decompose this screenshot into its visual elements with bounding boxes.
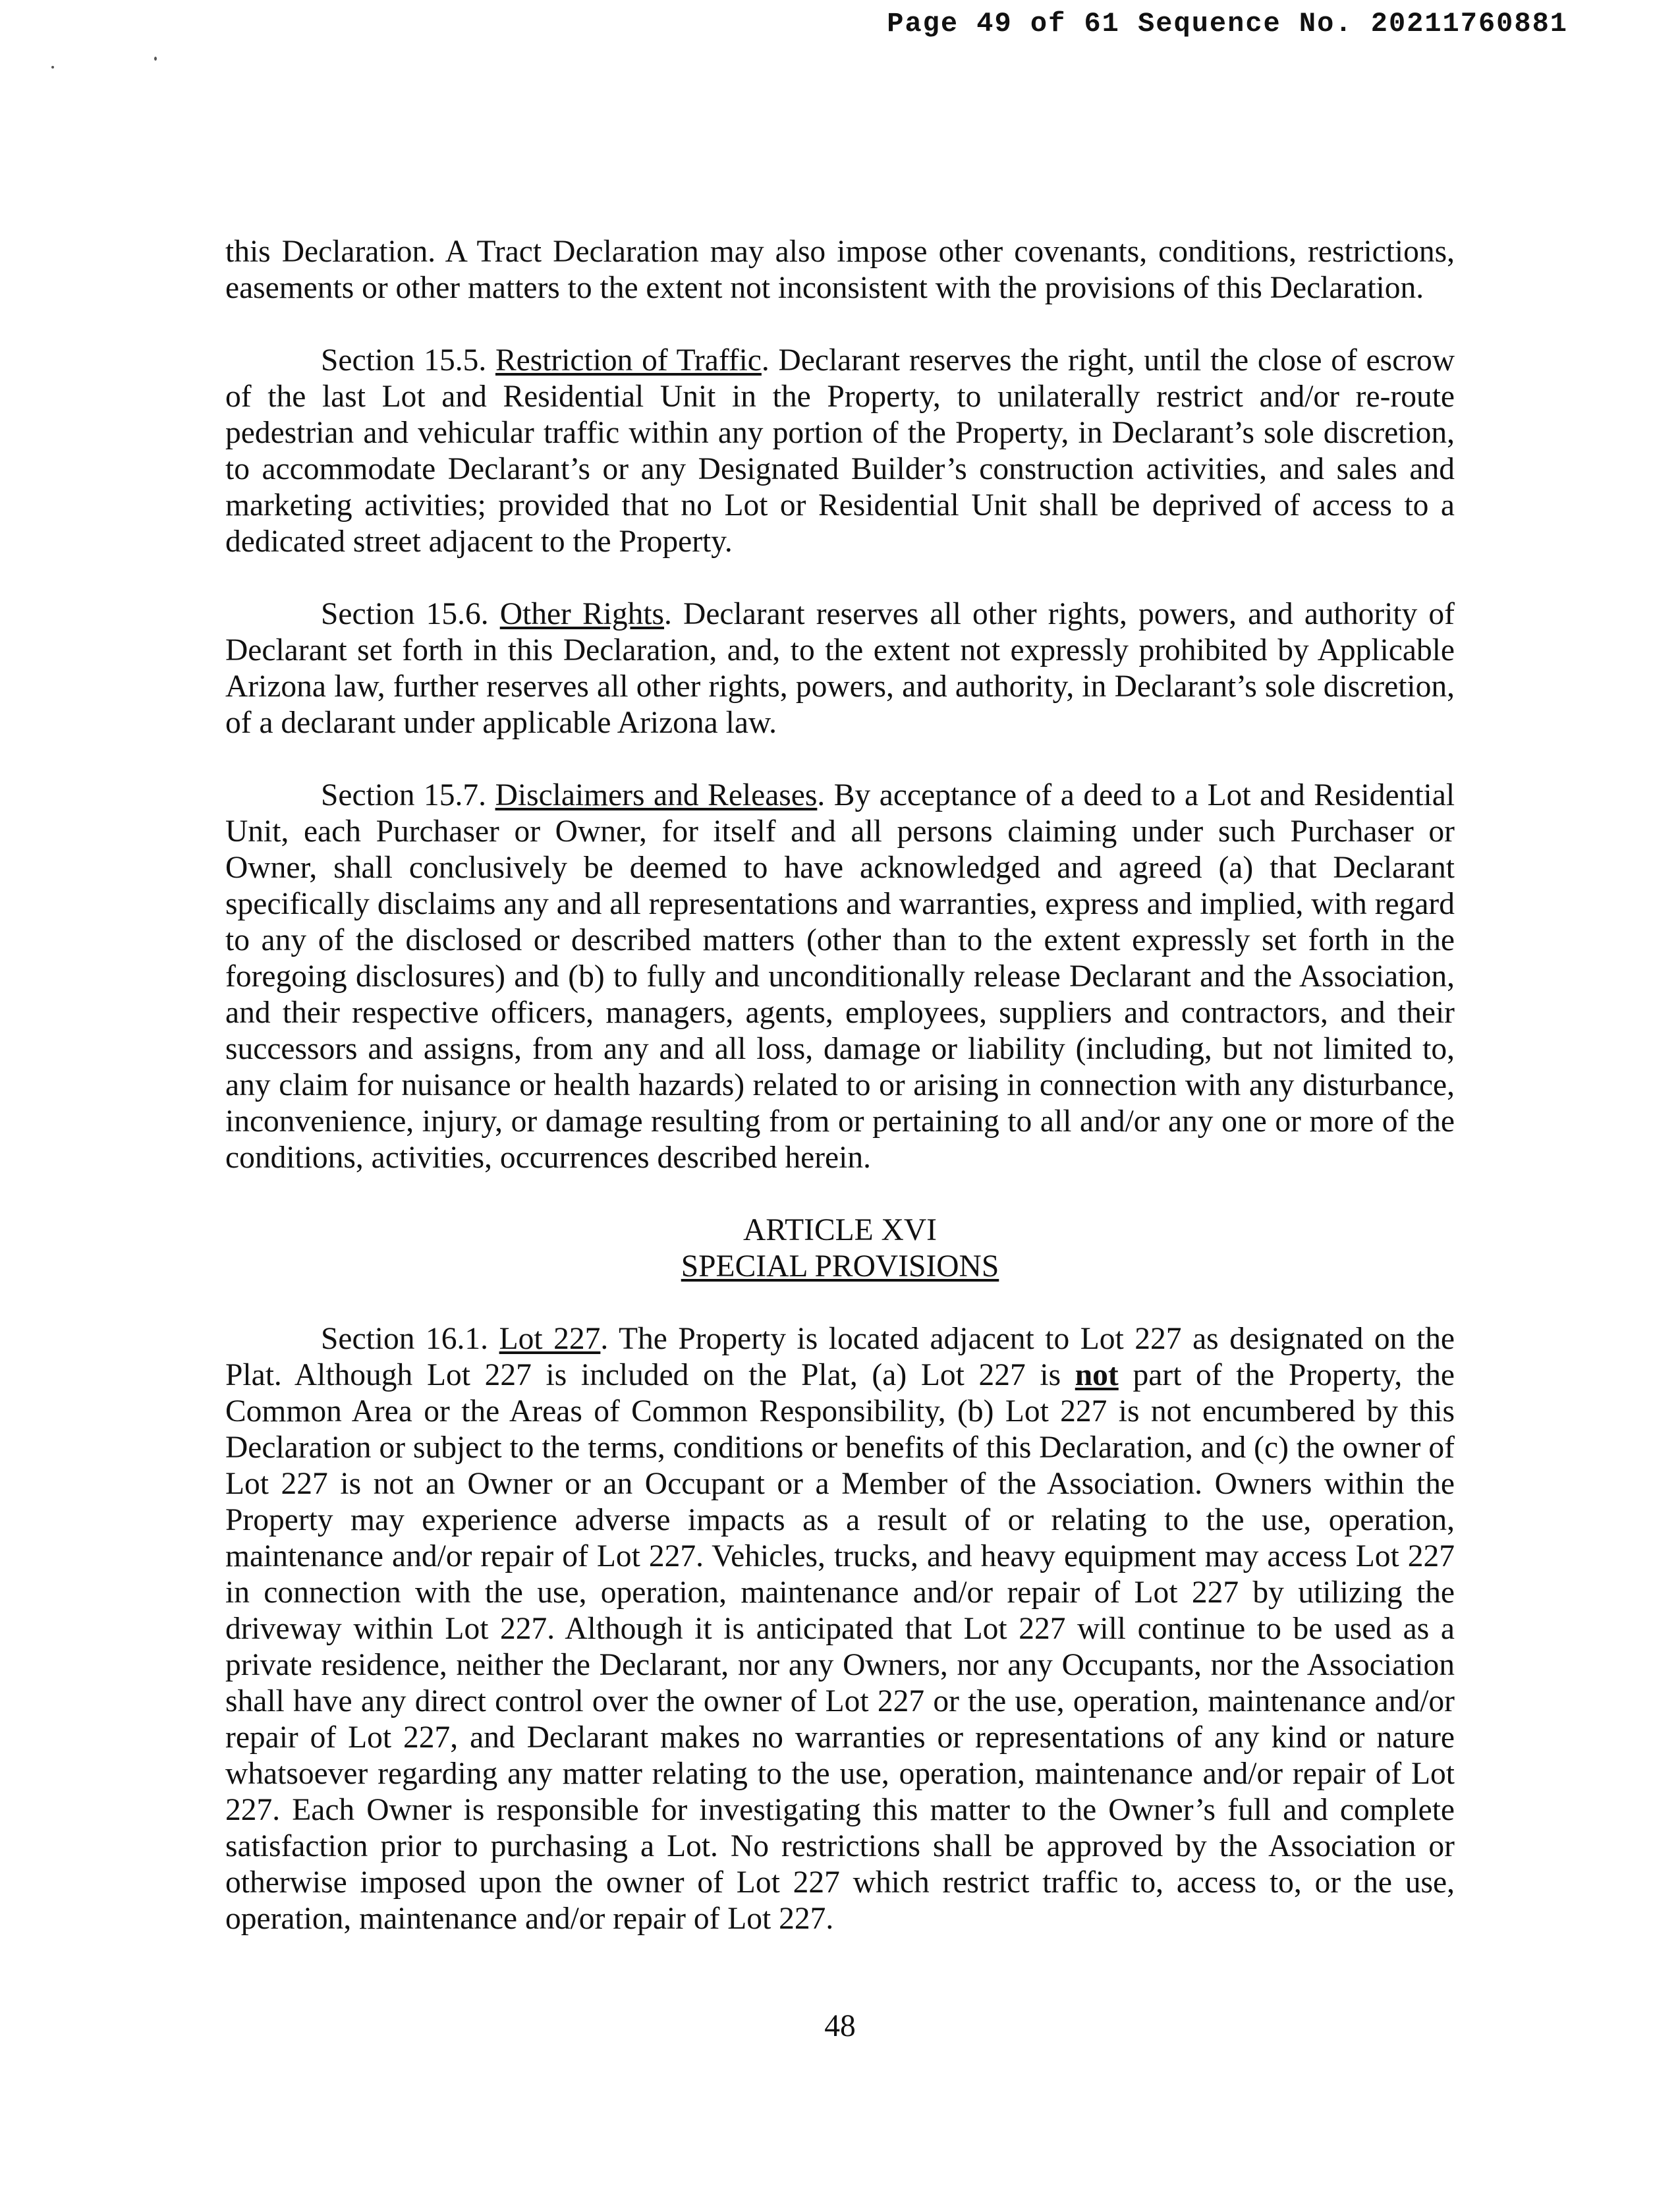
- section-16-1: [225, 1321, 1455, 1937]
- section-body-part-a: . The Property is located adjacent to Lot 227 as designated on the Plat. Although Lot 227 is included on the Plat, (a) Lot 227 is: [225, 1322, 1455, 1392]
- article-heading: [225, 1212, 1455, 1285]
- section-number: Section 15.5.: [321, 343, 487, 378]
- section-number: Section 15.6.: [321, 597, 489, 631]
- section-body-part-b: part of the Property, the Common Area or the Areas of Common Responsibility, (b) Lot 227 is not encumbered by this Declaration or subject to the terms, conditions or benefits of this Declaration, and (c) the owner of Lot 227 is not an Owner or an Occupant or a Member of the Association. Owners within the Property may experience adverse impacts as a result of or relating to the use, operation, maintenance and/or repair of Lot 227. Vehicles, trucks, and heavy equipment may access Lot 227 in connection with the use, operation, maintenance and/or repair of Lot 227 by utilizing the driveway within Lot 227. Although it is anticipated that Lot 227 will continue to be used as a private residence, neither the Declarant, nor any Owners, nor any Occupants, nor the Association shall have any direct control over the owner of Lot 227 or the use, operation, maintenance and/or repair of Lot 227, and Declarant makes no warranties or representations of any kind or nature whatsoever regarding any matter relating to the use, operation, maintenance and/or repair of Lot 227. Each Owner is responsible for investigating this matter to the Owner’s full and complete satisfaction prior to purchasing a Lot. No restrictions shall be approved by the Association or otherwise imposed upon the owner of Lot 227 which restrict traffic to, access to, or the use, operation, maintenance and/or repair of Lot 227.: [225, 1358, 1455, 1936]
- section-body: . Declarant reserves all other rights, powers, and authority of Declarant set forth in this Declaration, and, to the extent not expressly prohibited by Applicable Arizona law, further reserves all other rights, powers, and authority, in Declarant’s sole discretion, of a declarant under applicable Arizona law.: [225, 597, 1455, 740]
- recording-page-header: Page 49 of 61 Sequence No. 20211760881: [887, 8, 1568, 40]
- document-body: [225, 234, 1455, 1973]
- section-15-6: [225, 596, 1455, 741]
- section-title: Other Rights: [499, 597, 665, 631]
- section-title: Lot 227: [499, 1322, 601, 1356]
- emphasis-not: not: [1075, 1358, 1119, 1392]
- section-body: . By acceptance of a deed to a Lot and Residential Unit, each Purchaser or Owner, for itself and all persons claiming under such Purchaser or Owner, shall conclusively be deemed to have acknowledged and agreed (a) that Declarant specifically disclaims any and all representations and warranties, express and implied, with regard to any of the disclosed or described matters (other than to the extent expressly set forth in the foregoing disclosures) and (b) to fully and unconditionally release Declarant and the Association, and their respective officers, managers, agents, employees, suppliers and contractors, and their successors and assigns, from any and all loss, damage or liability (including, but not limited to, any claim for nuisance or health hazards) related to or arising in connection with any disturbance, inconvenience, injury, or damage resulting from or pertaining to all and/or any one or more of the conditions, activities, occurrences described herein.: [225, 778, 1455, 1175]
- section-title: Disclaimers and Releases: [495, 778, 818, 812]
- scan-speck: [51, 66, 54, 69]
- scan-specks: [46, 57, 165, 83]
- section-body: . Declarant reserves the right, until the close of escrow of the last Lot and Residential Unit in the Property, to unilaterally restrict and/or re-route pedestrian and vehicular traffic within any portion of the Property, in Declarant’s sole discretion, to accommodate Declarant’s or any Designated Builder’s construction activities, and sales and marketing activities; provided that no Lot or Residential Unit shall be deprived of access to a dedicated street adjacent to the Property.: [225, 343, 1455, 559]
- section-15-5: [225, 343, 1455, 560]
- section-number: Section 16.1.: [321, 1322, 489, 1356]
- section-title: Restriction of Traffic: [495, 343, 762, 378]
- article-title: SPECIAL PROVISIONS: [681, 1249, 999, 1284]
- continuation-paragraph: this Declaration. A Tract Declaration may also impose other covenants, conditions, restrictions, easements or other matters to the extent not inconsistent with the provisions of this Declaration.: [225, 235, 1455, 305]
- section-15-7: [225, 778, 1455, 1176]
- scan-speck: [154, 57, 157, 61]
- section-number: Section 15.7.: [321, 778, 487, 812]
- article-number: ARTICLE XVI: [743, 1213, 937, 1247]
- page-number: 48: [824, 2009, 856, 2043]
